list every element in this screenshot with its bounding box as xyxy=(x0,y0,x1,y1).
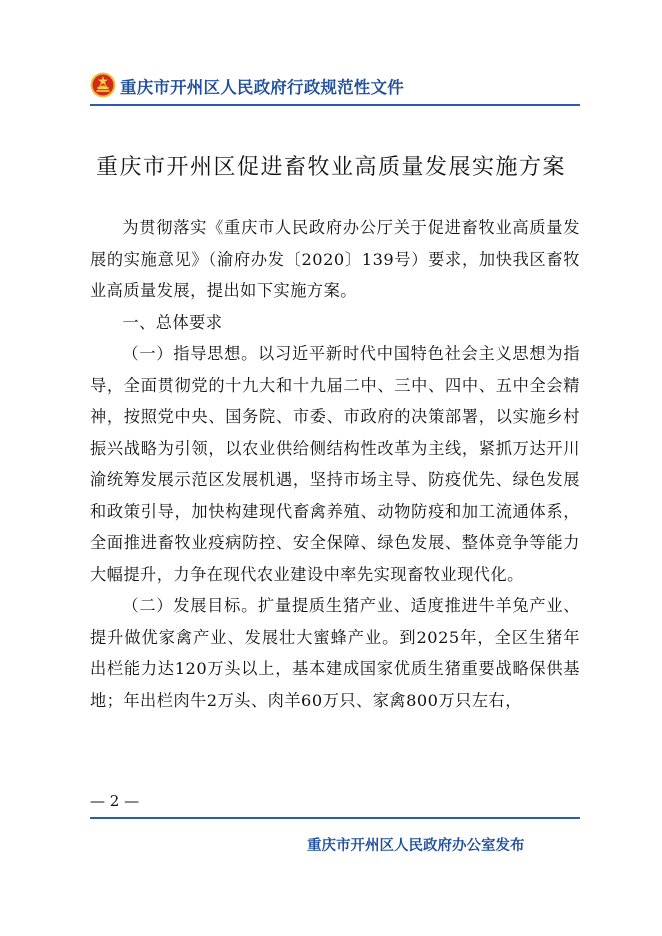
page-number: — 2 — xyxy=(90,792,140,810)
paragraph-development-goals: （二）发展目标。扩量提质生猪产业、适度推进牛羊兔产业、提升做优家禽产业、发展壮大蜜蜂产业。到2025年，全区生猪年出栏能力达120万头以上，基本建成国家优质生猪重要战略保供基地；年出栏肉牛2万头、肉羊60万只、家禽800万只左右， xyxy=(90,596,580,710)
paragraph-intro: 为贯彻落实《重庆市人民政府办公厅关于促进畜牧业高质量发展的实施意见》（渝府办发〔2020〕139号）要求，加快我区畜牧业高质量发展，提出如下实施方案。 xyxy=(90,218,580,300)
footer-publisher: 重庆市开州区人民政府办公室发布 xyxy=(307,838,525,854)
document-body xyxy=(90,212,580,716)
header-title: 重庆市开州区人民政府行政规范性文件 xyxy=(120,78,404,97)
header-divider xyxy=(90,104,580,106)
document-header xyxy=(90,70,578,104)
footer-divider xyxy=(90,817,580,819)
section-heading: 一、总体要求 xyxy=(122,312,223,332)
paragraph-guiding-ideology: （一）指导思想。以习近平新时代中国特色社会主义思想为指导，全面贯彻党的十九大和十九届二中、三中、四中、五中全会精神，按照党中央、国务院、市委、市政府的决策部署，以实施乡村振兴战略为引领，以农业供给侧结构性改革为主线，紧抓万达开川渝统筹发展示范区发展机遇，坚持市场主导、防疫优先、绿色发展和政策引导，加快构建现代畜禽养殖、动物防疫和加工流通体系，全面推进畜牧业疫病防控、安全保障、绿色发展、整体竞争等能力大幅提升，力争在现代农业建设中率先实现畜牧业现代化。 xyxy=(90,344,580,584)
national-emblem-icon xyxy=(90,72,116,98)
document-title: 重庆市开州区促进畜牧业高质量发展实施方案 xyxy=(95,155,566,180)
